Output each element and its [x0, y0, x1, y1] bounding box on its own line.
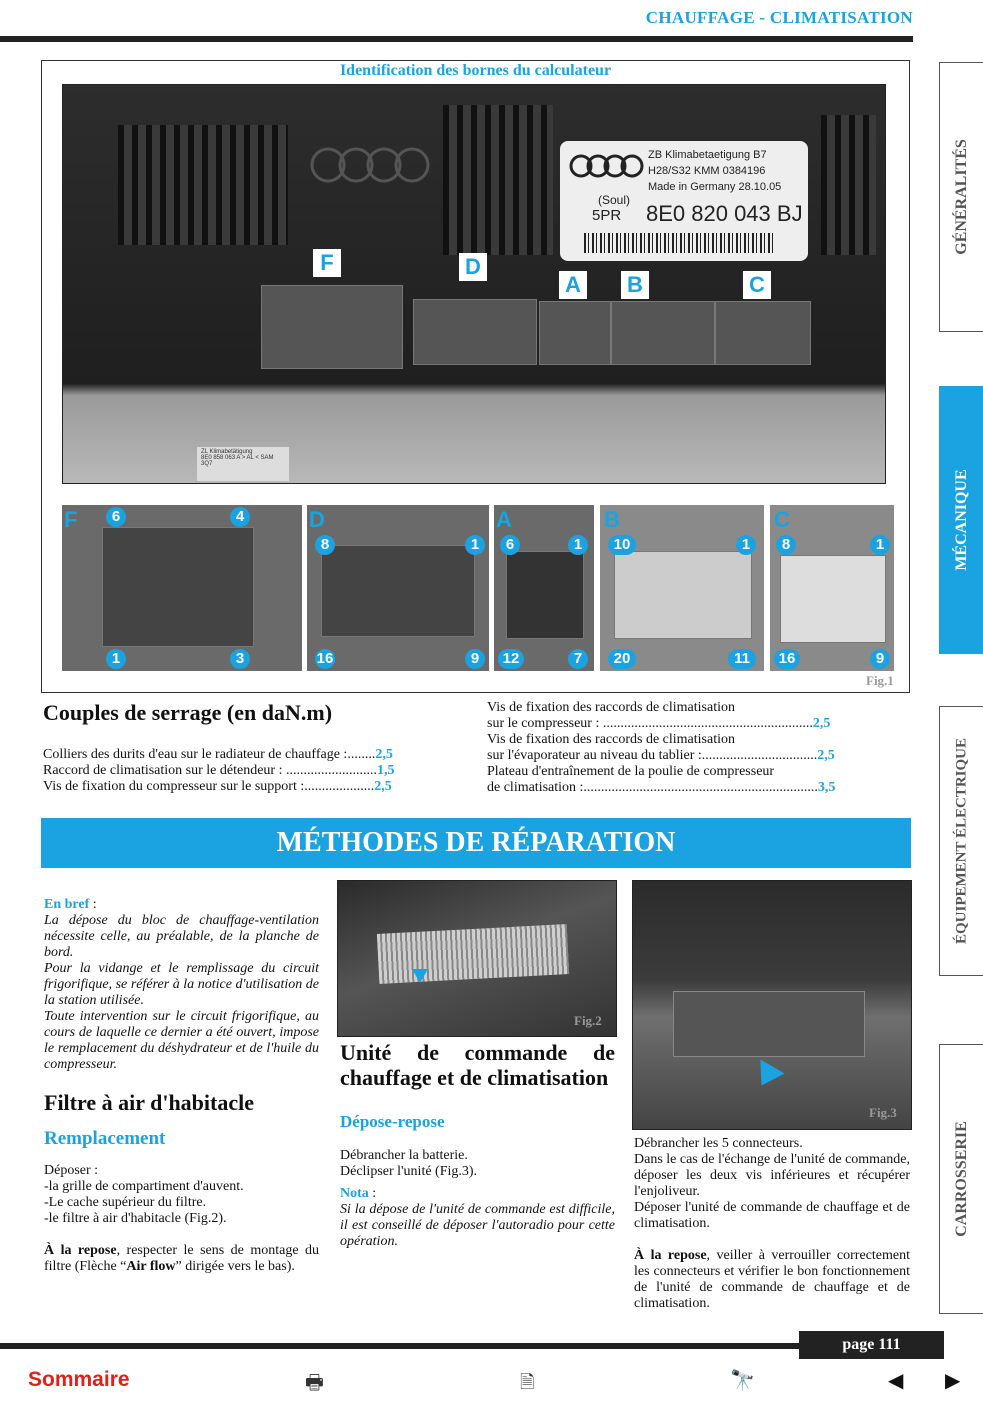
label-line: (Soul): [598, 193, 631, 207]
control-unit-photo: [62, 84, 886, 484]
panel-connector-a: [494, 505, 594, 671]
pin-number: 1: [568, 535, 588, 555]
panel-letter: A: [496, 507, 512, 532]
column-2: [340, 1040, 615, 1250]
bold-text: À la repose: [44, 1243, 117, 1258]
climate-control-panel: [673, 991, 865, 1057]
pin-number: 9: [870, 649, 890, 669]
torque-value: 2,5: [375, 747, 393, 762]
body-text: Déclipser l'unité (Fig.3).: [340, 1164, 478, 1179]
torques-right-list: [487, 700, 911, 796]
label-part-number: 8E0 820 043 BJ: [646, 201, 803, 226]
pin-number: 16: [316, 650, 334, 667]
repose-paragraph: [634, 1248, 910, 1312]
figure-2-label: Fig.2: [574, 1013, 602, 1028]
subheading-depose-repose: Dépose-repose: [340, 1112, 445, 1131]
torque-text: Plateau d'entraînement de la poulie de compresseur: [487, 764, 775, 779]
body-text: , veiller à verrouiller correctement les connecteurs et vérifier le bon fonctionnement de l'unité de commande de chauffage et de climatisation.: [634, 1248, 910, 1311]
arrow-left-icon[interactable]: ◀: [888, 1370, 904, 1392]
panel-letter: F: [64, 507, 78, 532]
pin-number: 11: [728, 649, 756, 669]
tab-mecanique[interactable]: [939, 386, 983, 654]
label-line: Made in Germany 28.10.05: [648, 181, 782, 193]
section-banner: MÉTHODES DE RÉPARATION: [41, 818, 911, 868]
torque-value: 2,5: [817, 748, 835, 763]
part-label-sticker: [560, 141, 808, 261]
vent-grille: [118, 125, 288, 245]
tab-carrosserie[interactable]: [939, 1044, 983, 1314]
repose-paragraph: [44, 1243, 319, 1275]
sticker-line: ZL Klimabetätigung: [201, 449, 253, 455]
torque-text: sur le compresseur : ............................................................: [487, 716, 813, 731]
colon: :: [89, 897, 97, 912]
figure-3-photo: [632, 880, 912, 1130]
vent-grille: [821, 115, 876, 255]
heading-unite-commande: Unité de commande de chauffage et de climatisation: [340, 1040, 615, 1090]
audi-rings-icon: [568, 153, 644, 179]
panel-connector-b: [600, 505, 764, 671]
torque-value: 1,5: [376, 763, 395, 778]
en-bref-paragraph: Toute intervention sur le circuit frigorifique, au cours de laquelle ce dernier a été ouvert, impose le remplacement du déshydrateur et de l'huile du compresseur.: [44, 1009, 319, 1072]
sommaire-link[interactable]: Sommaire: [28, 1368, 130, 1391]
pin-number: 10: [608, 535, 636, 555]
sticker-line: 3Q7: [201, 461, 213, 467]
figure-2-photo: [337, 880, 617, 1037]
document-icon[interactable]: 🗎: [520, 1372, 535, 1392]
torque-row: [43, 747, 467, 763]
torque-row: [43, 779, 467, 795]
en-bref-paragraph: Pour la vidange et le remplissage du circuit frigorifique, se référer à la notice d'utilisation de la station utilisée.: [44, 961, 319, 1008]
pin-number: 20: [608, 649, 636, 669]
pin-number: 9: [465, 649, 485, 669]
connector-d: [413, 299, 537, 365]
tab-label: ÉQUIPEMENT ÉLECTRIQUE: [953, 737, 969, 945]
body-text: Déposer :: [44, 1163, 99, 1178]
arrow-right-icon[interactable]: ▶: [945, 1370, 961, 1392]
tab-label: MÉCANIQUE: [952, 469, 970, 571]
connector-letter-c: C: [743, 271, 771, 299]
section-header: CHAUFFAGE - CLIMATISATION: [645, 8, 913, 27]
torque-row: [487, 748, 911, 764]
body-text: , respecter le sens de montage du filtre (Flèche “: [44, 1243, 320, 1274]
torque-text: sur l'évaporateur au niveau du tablier :.................................: [487, 748, 818, 763]
body-text: Dans le cas de l'échange de l'unité de commande, déposer les deux vis inférieures et récupérer l'enjoliveur.: [634, 1152, 910, 1199]
list-item: -la grille de compartiment d'auvent.: [44, 1179, 244, 1194]
torque-value: 3,5: [817, 780, 836, 795]
top-rule: [0, 36, 913, 42]
print-icon[interactable]: 🖶: [305, 1372, 324, 1394]
panel-connector-f: [62, 505, 302, 671]
body-text: Déposer l'unité de commande de chauffage et de climatisation.: [634, 1200, 910, 1231]
torque-text: Vis de fixation du compresseur sur le support :....................: [43, 779, 375, 794]
binoculars-icon[interactable]: 🔭: [730, 1370, 755, 1392]
torque-text: Colliers des durits d'eau sur le radiateur de chauffage :........: [43, 747, 376, 762]
connector-letter-d: D: [459, 253, 487, 281]
tab-equipement-electrique[interactable]: [939, 706, 983, 976]
connector-letter-a: A: [559, 271, 587, 299]
torque-value: 2,5: [812, 716, 831, 731]
torque-row: [487, 716, 911, 732]
connector-letter-f: F: [313, 249, 341, 277]
audi-rings-logo: [308, 145, 438, 190]
torques-left-list: [43, 747, 467, 795]
en-bref-paragraph: La dépose du bloc de chauffage-ventilation nécessite celle, au préalable, de la planche de bord.: [44, 913, 319, 960]
pin-number: 8: [776, 535, 796, 555]
label-code: 5PR: [592, 207, 622, 224]
vent-grille: [443, 105, 553, 255]
arrow-down-icon: [412, 969, 428, 983]
page-number: page 111: [799, 1331, 944, 1359]
tab-label: CARROSSERIE: [952, 1121, 970, 1237]
colon: :: [368, 1186, 377, 1201]
body-text: ” dirigée vers le bas).: [175, 1259, 295, 1274]
subheading-remplacement: Remplacement: [44, 1128, 166, 1149]
pin-number: 1: [870, 535, 890, 555]
body-text: Débrancher la batterie.: [340, 1148, 468, 1163]
column-1: [44, 897, 319, 1275]
heading-filtre: Filtre à air d'habitacle: [44, 1090, 254, 1115]
pin-number: 8: [315, 535, 335, 555]
list-item: -le filtre à air d'habitacle (Fig.2).: [44, 1211, 227, 1226]
tab-generalites[interactable]: [939, 62, 983, 332]
nota-label: Nota: [340, 1186, 369, 1201]
connector-letter-b: B: [621, 271, 649, 299]
panel-letter: C: [774, 507, 790, 532]
torques-title: Couples de serrage (en daN.m): [43, 700, 333, 725]
en-bref-label: En bref: [44, 897, 90, 912]
small-sticker: [197, 447, 289, 481]
column-3: [634, 1136, 910, 1312]
barcode: [584, 233, 774, 253]
pin-number: 1: [465, 535, 485, 555]
pin-number: 7: [568, 649, 588, 669]
torque-row: [487, 780, 911, 796]
torque-text: Vis de fixation des raccords de climatisation: [487, 732, 735, 747]
pin-number: 1: [736, 535, 756, 555]
list-item: -Le cache supérieur du filtre.: [44, 1195, 207, 1210]
body-text: Débrancher les 5 connecteurs.: [634, 1136, 803, 1151]
pin-number: 6: [106, 507, 126, 527]
torque-text: de climatisation :...................................................................: [487, 780, 818, 795]
torque-value: 2,5: [374, 779, 392, 794]
cabin-filter: [377, 924, 569, 984]
panel-letter: B: [604, 507, 620, 532]
figure-1-title: Identification des bornes du calculateur: [339, 62, 612, 79]
pin-number: 16: [774, 649, 800, 669]
bold-text: Air flow: [126, 1259, 176, 1274]
figure-1-label: Fig.1: [866, 673, 894, 688]
connector-a: [539, 301, 611, 365]
pin-number: 12: [498, 649, 524, 669]
pin-number: 3: [230, 649, 250, 669]
sticker-line: 8E0 858 063 A > AL < SAM: [201, 455, 274, 461]
connector-c: [715, 301, 811, 365]
tab-label: GÉNÉRALITÉS: [952, 139, 970, 255]
nota-text: Si la dépose de l'unité de commande est difficile, il est conseillé de déposer l'autoradio pour cette opération.: [340, 1202, 615, 1249]
label-line: ZB Klimabetaetigung B7: [648, 149, 767, 161]
torque-text: Raccord de climatisation sur le détendeur : ..........................: [43, 763, 377, 778]
panel-connector-d: [307, 505, 489, 671]
connector-b: [611, 301, 715, 365]
arrow-down-icon: [749, 1059, 784, 1092]
panel-letter: D: [309, 507, 325, 532]
bottom-rule: [0, 1343, 913, 1349]
torque-text: Vis de fixation des raccords de climatisation: [487, 700, 735, 715]
pin-number: 1: [106, 649, 126, 669]
figure-3-label: Fig.3: [869, 1105, 897, 1120]
pin-number: 4: [230, 507, 250, 527]
label-line: H28/S32 KMM 0384196: [648, 165, 766, 177]
connector-f: [261, 285, 403, 369]
panel-connector-c: [770, 505, 894, 671]
torque-row: [43, 763, 467, 779]
pin-number: 6: [500, 535, 520, 555]
bold-text: À la repose: [634, 1248, 707, 1263]
